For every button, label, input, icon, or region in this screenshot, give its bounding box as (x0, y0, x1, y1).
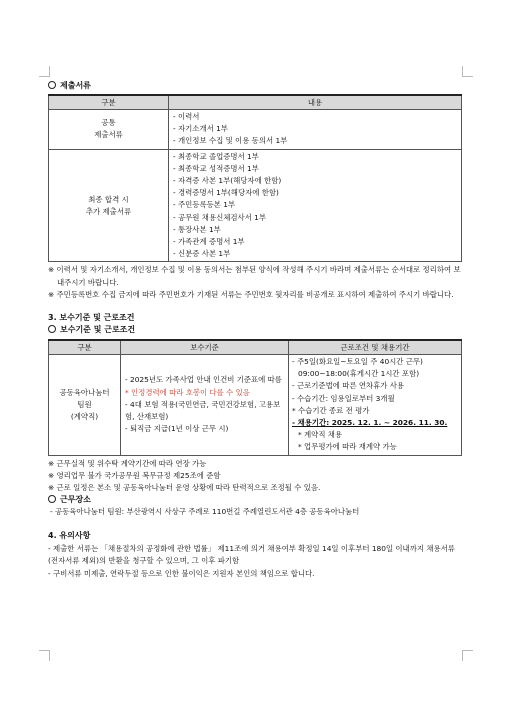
table-row (49, 110, 462, 150)
common-docs-list (169, 110, 462, 150)
list-item: - 자격증 사본 1부(해당자에 한함) (173, 176, 282, 186)
list-item: * 업무평가에 따라 재계약 가능 (298, 442, 397, 452)
caution-return-documents: - 제출한 서류는 「채용절차의 공정화에 관한 법률」 제11조에 의거 채용여부 확정일 14일 이후부터 180일 이내까지 채용서류(전자서류 제외)의 반환을 청구할 수 있으며, 그 이후 파기함 (48, 543, 455, 566)
common-docs-category: 공통 제출서류 (49, 110, 169, 150)
pay-conditions-table (48, 339, 462, 456)
list-item: - 2025년도 가족사업 안내 인건비 기준표에 따름 (125, 375, 282, 385)
list-item: - 최종학교 졸업증명서 1부 (173, 151, 259, 161)
final-docs-list (169, 149, 462, 262)
list-item: - 4대 보험 적용(국민연금, 국민건강보험, 고용보험, 산재보험) (125, 399, 281, 421)
header-category: 구분 (49, 95, 169, 110)
note-work-schedule: ※ 근로 일정은 본소 및 공동육아나눔터 운영 상황에 따라 탄력적으로 조정될 수 있음. (48, 483, 321, 493)
list-item: * 수습기간 종료 전 평가 (292, 405, 370, 415)
list-item: - 최종학교 성적증명서 1부 (173, 163, 259, 173)
workplace-title: 근무장소 (48, 494, 462, 506)
list-item: - 개인정보 수집 및 이용 동의서 1부 (173, 136, 288, 146)
list-item: - 퇴직금 지급(1년 이상 근무 시) (125, 424, 229, 434)
workplace-address: - 공동육아나눔터 팀원: 부산광역시 사상구 주례로 110번길 주례열린도서관 4층 공동육아나눔터 (50, 507, 360, 517)
caution-responsibility: - 구비서류 미제출, 연락두절 등으로 인한 불이익은 지원자 본인의 책임으로 합니다. (48, 568, 315, 578)
circle-bullet-icon (48, 495, 56, 503)
list-item: 09:00~18:00(휴게시간 1시간 포함) (298, 369, 420, 379)
section-pay-title: 3. 보수기준 및 근로조건 (48, 313, 135, 323)
document-body (48, 80, 462, 580)
list-item: - 경력증명서 1부(해당자에 한함) (173, 188, 279, 198)
list-item: - 통장사본 1부 (173, 224, 221, 234)
list-item: - 주5일(화요일~토요일 주 40시간 근무) (292, 357, 423, 367)
crop-mark-bottom-left (39, 650, 50, 661)
header-conditions: 근로조건 및 채용기간 (289, 340, 462, 355)
crop-mark-top-right (462, 66, 473, 77)
submission-table (48, 94, 462, 262)
list-item: * 계약직 채용 (298, 430, 343, 440)
circle-bullet-icon (48, 81, 56, 89)
list-item: - 근로기준법에 따른 연차휴가 사용 (292, 381, 405, 391)
section-pay-subtitle: 보수기준 및 근로조건 (48, 324, 462, 336)
note-documents-order: ※ 이력서 및 자기소개서, 개인정보 수집 및 이용 동의서는 첨부된 양식에 작성해 주시기 바라며 제출서류는 순서대로 정리하여 보내주시기 바랍니다. (48, 265, 461, 287)
section-submission-title: 제출서류 (48, 80, 462, 92)
table-header-row (49, 340, 462, 355)
list-item: - 이력서 (173, 112, 200, 121)
conditions-list (289, 355, 462, 456)
list-item: - 채용기간: 2025. 12. 1. ~ 2026. 11. 30. (292, 418, 448, 428)
list-item: - 가족관계 증명서 1부 (173, 237, 245, 247)
note-resident-number: ※ 주민등록번호 수집 금지에 따라 주민번호가 기재된 서류는 주민번호 뒷자리를 비공개로 표시하여 제출하여 주시기 바랍니다. (48, 289, 454, 299)
list-item-note: * 인정경력에 따라 호봉이 다를 수 있음 (125, 387, 250, 397)
note-extension: ※ 근무실적 및 위수탁 계약기간에 따라 연장 가능 (48, 458, 207, 468)
header-category: 구분 (49, 340, 121, 355)
team-member-category: 공동육아나눔터 팀원 (계약직) (49, 355, 121, 456)
crop-mark-top-left (39, 66, 50, 77)
table-row (49, 149, 462, 262)
header-content: 내용 (169, 95, 462, 110)
list-item: - 자기소개서 1부 (173, 124, 228, 134)
table-row (49, 355, 462, 456)
list-item: - 신분증 사본 1부 (173, 249, 231, 259)
list-item: - 주민등록등본 1부 (173, 200, 236, 210)
section-caution-title: 4. 유의사항 (48, 530, 91, 540)
list-item: - 수습기간: 임용일로부터 3개월 (292, 393, 395, 403)
final-docs-category: 최종 합격 시 추가 제출서류 (49, 149, 169, 262)
note-commercial-work: ※ 영리업무 불가 국가공무원 복무규정 제25조에 준함 (48, 470, 221, 480)
crop-mark-bottom-right (462, 650, 473, 661)
header-pay: 보수기준 (121, 340, 289, 355)
list-item: - 공무원 채용신체검사서 1부 (173, 212, 266, 222)
pay-standard-list (121, 355, 289, 456)
circle-bullet-icon (48, 325, 56, 333)
table-header-row (49, 95, 462, 110)
